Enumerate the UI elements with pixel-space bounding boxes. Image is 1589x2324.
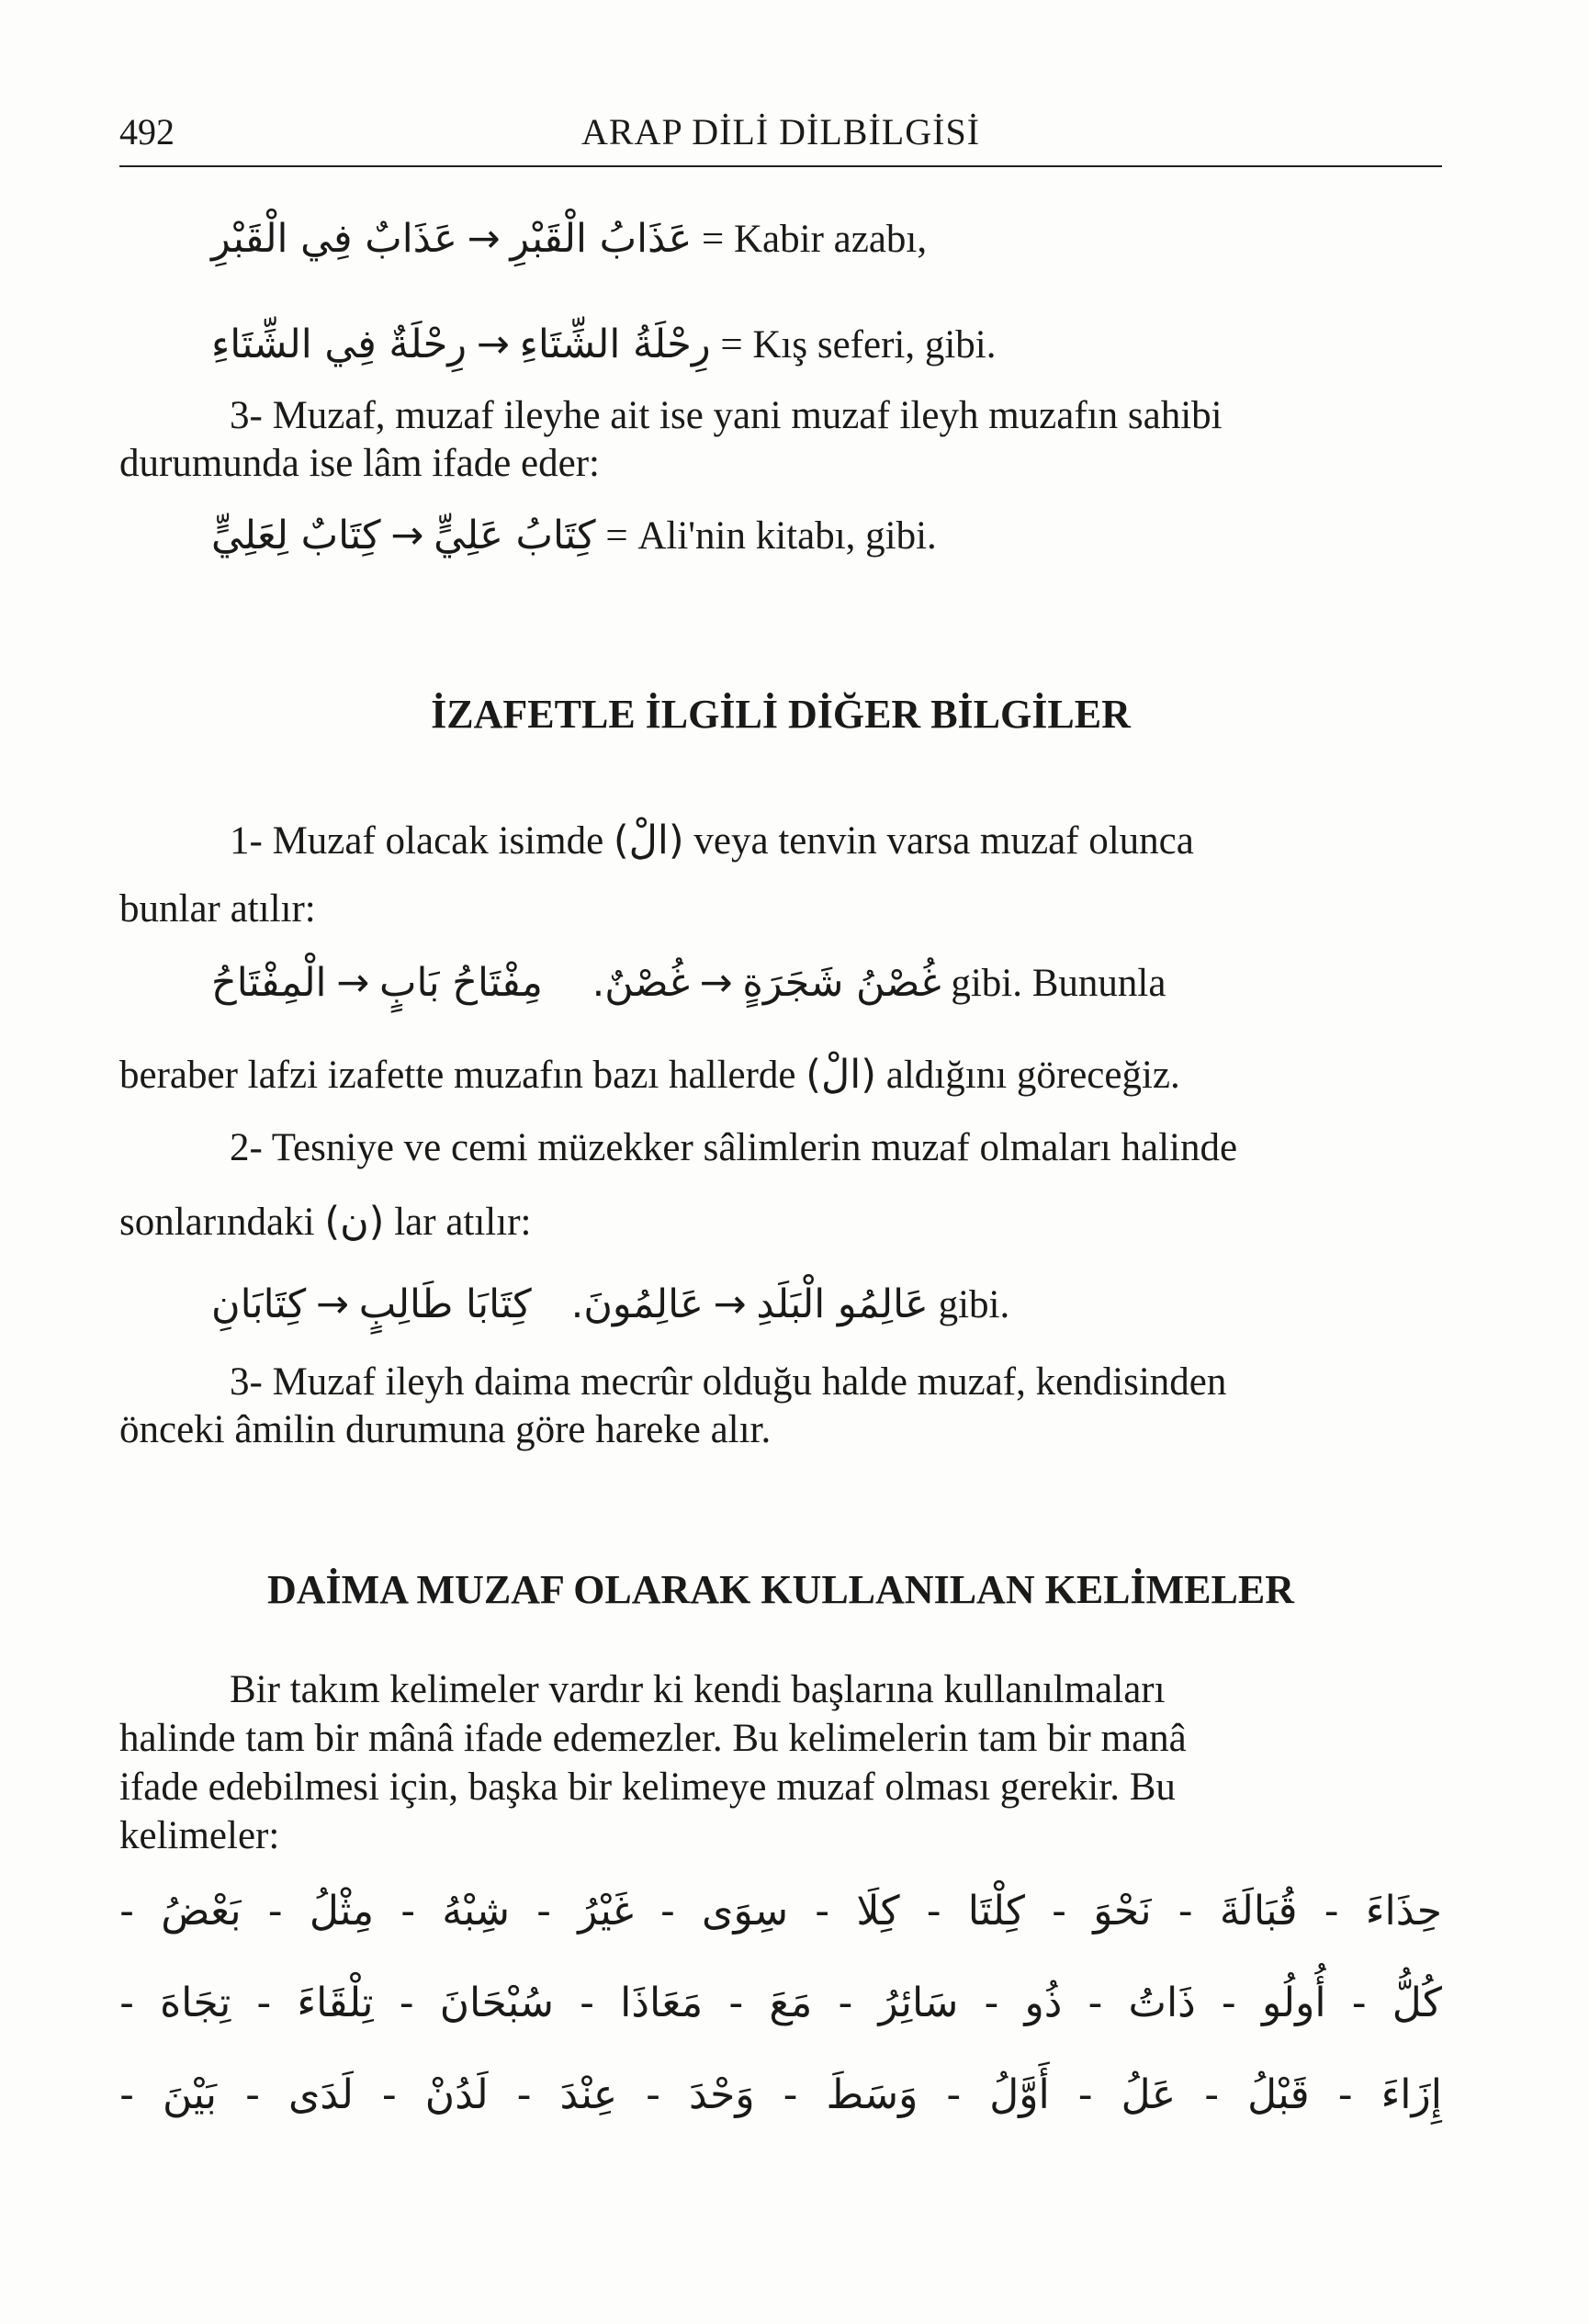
arabic-word: مِثْلُ <box>309 1887 375 1935</box>
arabic-word-row <box>119 2058 1442 2131</box>
example-line-kabir <box>211 216 927 262</box>
arabic-word: قُبَالَةَ <box>1219 1887 1298 1935</box>
dash-separator: - <box>516 2070 532 2118</box>
dash-separator: - <box>400 1887 416 1935</box>
arabic-word: بَيْنَ <box>163 2070 218 2118</box>
arrow-icon: → <box>336 960 370 1006</box>
dash-separator: - <box>984 1979 999 2026</box>
paragraph-line: Bir takım kelimeler vardır ki kendi başlarına kullanılmaları <box>230 1668 1166 1711</box>
arabic-word: بَعْضُ <box>161 1887 242 1935</box>
item1-line2: bunlar atılır: <box>119 887 316 931</box>
dash-separator: - <box>1337 2070 1353 2118</box>
arabic-word: عِنْدَ <box>559 2070 618 2118</box>
arabic-word: أَوَّلُ <box>989 2070 1050 2118</box>
arabic-word: تِلْقَاءَ <box>297 1979 374 2026</box>
dash-separator: - <box>119 1887 135 1935</box>
arabic-source: عَذَابُ الْقَبْرِ <box>510 216 693 262</box>
item3-line1: 3- Muzaf ileyh daima mecrûr olduğu halde muzaf, kendisinden <box>230 1360 1227 1404</box>
dash-separator: - <box>1178 1887 1193 1935</box>
arabic-result: رِحْلَةٌ فِي الشِّتَاءِ <box>211 322 468 367</box>
running-title: ARAP DİLİ DİLBİLGİSİ <box>580 111 981 152</box>
arrow-icon: → <box>315 1281 349 1327</box>
arabic-example: الْمِفْتَاحُ <box>211 960 327 1006</box>
arabic-example: كِتَابَا طَالِبٍ <box>358 1281 532 1327</box>
paragraph-line: kelimeler: <box>119 1814 280 1857</box>
arabic-word: سِوَى <box>702 1887 789 1935</box>
arabic-word: سَائِرُ <box>878 1979 959 2026</box>
arabic-al: (الْ) <box>613 818 684 863</box>
arabic-result: كِتَابٌ لِعَلِيٍّ <box>211 513 381 558</box>
section-heading: DAİMA MUZAF OLARAK KULLANILAN KELİMELER <box>266 1567 1294 1612</box>
dash-separator: - <box>838 1979 853 2026</box>
arabic-word: مَعَاذَا <box>620 1979 704 2026</box>
dash-separator: - <box>1077 2070 1093 2118</box>
dash-separator: - <box>119 2070 135 2118</box>
arabic-word: وَحْدَ <box>689 2070 755 2118</box>
arabic-word: غَيْرُ <box>578 1887 634 1935</box>
dash-separator: - <box>659 1887 675 1935</box>
arabic-al: (الْ) <box>806 1052 877 1098</box>
section-heading: İZAFETLE İLGİLİ DİĞER BİLGİLER <box>431 692 1131 737</box>
paragraph-line: halinde tam bir mânâ ifade edemezler. Bu kelimelerin tam bir manâ <box>119 1717 1187 1760</box>
arabic-result: عَذَابٌ فِي الْقَبْرِ <box>211 216 457 262</box>
arrow-icon: → <box>713 1281 747 1327</box>
dash-separator: - <box>926 1887 941 1935</box>
item1-line1: 1- Muzaf olacak isimde (الْ) veya tenvin varsa muzaf olunca <box>230 818 1194 863</box>
arabic-example: مِفْتَاحُ بَابٍ <box>379 960 543 1006</box>
arabic-word: ذَاتُ <box>1128 1979 1196 2026</box>
rule3-line1: 3- Muzaf, muzaf ileyhe ait ise yani muzaf ileyh muzafın sahibi <box>230 394 1223 437</box>
arabic-word: لَدَى <box>287 2070 354 2118</box>
arabic-word: سُبْحَانَ <box>439 1979 554 2026</box>
dash-separator: - <box>1052 1887 1067 1935</box>
example-line-kis <box>211 322 997 367</box>
arabic-word: كِلْتَا <box>967 1887 1025 1935</box>
arabic-example: غُصْنٌ. <box>592 960 690 1006</box>
arrow-icon: → <box>390 513 424 558</box>
arabic-word: كِلَا <box>856 1887 900 1935</box>
item1-line3: beraber lafzi izafette muzafın bazı hallerde (الْ) aldığını göreceğiz. <box>119 1052 1180 1098</box>
arabic-example: غُصْنُ شَجَرَةٍ <box>742 960 941 1006</box>
page-number: 492 <box>119 111 175 152</box>
arabic-example: كِتَابَانِ <box>211 1281 307 1327</box>
arabic-word: أُولُو <box>1261 1979 1326 2026</box>
arabic-word: قَبْلُ <box>1247 2070 1310 2118</box>
arabic-word-row <box>119 1966 1442 2039</box>
arabic-word: كُلُّ <box>1392 1979 1442 2026</box>
item2-examples: كِتَابَانِ → كِتَابَا طَالِبٍ عَالِمُونَ. → عَالِمُو الْبَلَدِ gibi. <box>211 1281 1010 1327</box>
arabic-word: مَعَ <box>769 1979 813 2026</box>
arabic-example: عَالِمُو الْبَلَدِ <box>756 1281 929 1327</box>
meaning: = Kış seferi, gibi. <box>720 323 997 367</box>
dash-separator: - <box>1221 1979 1236 2026</box>
arabic-nun: (ن) <box>324 1199 385 1245</box>
dash-separator: - <box>119 1979 134 2026</box>
arrow-icon: → <box>699 960 733 1006</box>
arabic-word: تِجَاهَ <box>160 1979 231 2026</box>
paragraph-line: ifade edebilmesi için, başka bir kelimeye muzaf olması gerekir. Bu <box>119 1766 1176 1809</box>
arabic-source: كِتَابُ عَلِيٍّ <box>434 513 596 558</box>
arrow-icon: → <box>467 216 501 262</box>
arabic-source: رِحْلَةُ الشِّتَاءِ <box>519 322 711 367</box>
item2-line1: 2- Tesniye ve cemi müzekker sâlimlerin muzaf olmaları halinde <box>230 1126 1238 1169</box>
dash-separator: - <box>536 1887 552 1935</box>
dash-separator: - <box>946 2070 962 2118</box>
arabic-word: ذُو <box>1024 1979 1063 2026</box>
arabic-word: نَحْوَ <box>1093 1887 1152 1935</box>
arrow-icon: → <box>476 322 510 367</box>
arabic-word: لَدُنْ <box>424 2070 489 2118</box>
dash-separator: - <box>728 1979 744 2026</box>
page-header <box>119 110 1442 167</box>
item3-line2: önceki âmilin durumuna göre hareke alır. <box>119 1408 772 1451</box>
example-line-ali <box>211 513 937 558</box>
arabic-example: عَالِمُونَ. <box>570 1281 704 1327</box>
arabic-word: وَسَطَ <box>826 2070 918 2118</box>
dash-separator: - <box>245 2070 260 2118</box>
dash-separator: - <box>381 2070 397 2118</box>
dash-separator: - <box>1324 1887 1339 1935</box>
item1-examples: الْمِفْتَاحُ → مِفْتَاحُ بَابٍ غُصْنٌ. → غُصْنُ شَجَرَةٍ gibi. Bununla <box>211 960 1166 1006</box>
arabic-word-row <box>119 1874 1442 1947</box>
dash-separator: - <box>646 2070 661 2118</box>
dash-separator: - <box>1204 2070 1220 2118</box>
arabic-word: إِزَاءَ <box>1381 2070 1442 2118</box>
dash-separator: - <box>1088 1979 1103 2026</box>
dash-separator: - <box>267 1887 283 1935</box>
meaning: = Ali'nin kitabı, gibi. <box>605 514 937 558</box>
dash-separator: - <box>783 2070 798 2118</box>
meaning: = Kabir azabı, <box>702 218 928 261</box>
dash-separator: - <box>399 1979 414 2026</box>
rule3-line2: durumunda ise lâm ifade eder: <box>119 442 600 485</box>
item2-line2: sonlarındaki (ن) lar atılır: <box>119 1199 532 1245</box>
dash-separator: - <box>256 1979 272 2026</box>
arabic-word: شِبْهُ <box>442 1887 510 1935</box>
arabic-word: عَلُ <box>1121 2070 1177 2118</box>
dash-separator: - <box>815 1887 830 1935</box>
arabic-word: حِذَاءَ <box>1365 1887 1442 1935</box>
dash-separator: - <box>580 1979 595 2026</box>
dash-separator: - <box>1351 1979 1367 2026</box>
